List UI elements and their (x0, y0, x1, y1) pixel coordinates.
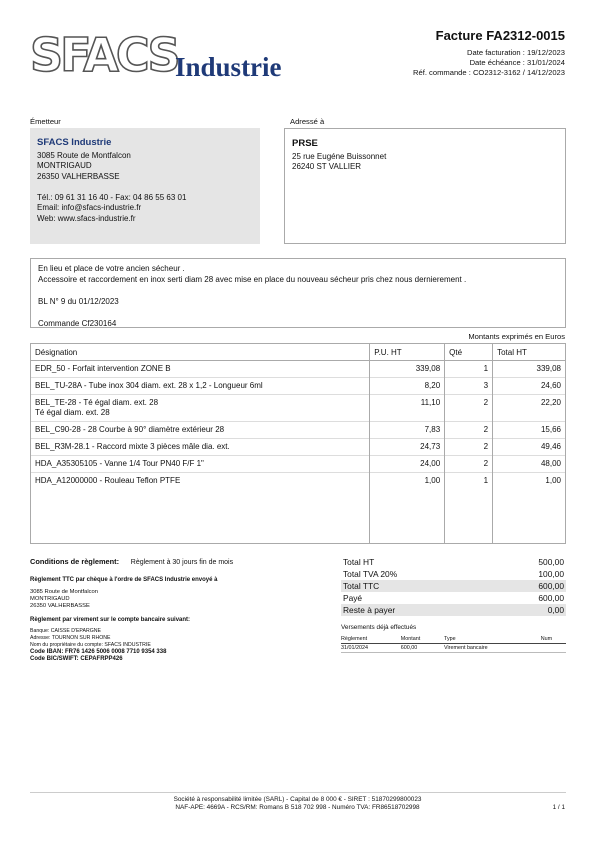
item-qty: 2 (445, 456, 493, 473)
bank-line: Banque: CAISSE D'EPARGNE (30, 627, 101, 634)
cheque-line: 26350 VALHERBASSE (30, 603, 90, 609)
pay-col: Règlement (341, 635, 401, 644)
emitter-name: SFACS Industrie (37, 137, 112, 148)
item-total: 15,66 (493, 422, 566, 439)
item-designation: BEL_C90-28 - 28 Courbe à 90° diamètre extérieur 28 (31, 422, 370, 439)
iban: Code IBAN: FR76 1426 5006 0008 7710 9354 338 (30, 648, 167, 655)
total-label: Reste à payer (341, 604, 490, 616)
item-pu: 11,10 (370, 395, 445, 422)
order-reference: Réf. commande : CO2312-3162 / 14/12/2023 (413, 68, 565, 77)
pay-cell: Virement bancaire (444, 644, 541, 653)
items-header-row (31, 344, 566, 361)
footer-line: NAF-APE: 4669A - RCS/RM: Romans B 518 702 998 - Numéro TVA: FR86518702998 (175, 804, 420, 811)
cheque-title: Règlement TTC par chèque à l'ordre de SFACS Industrie envoyé à (30, 576, 218, 583)
invoice-date: Date facturation : 19/12/2023 (467, 48, 565, 57)
total-row (341, 580, 566, 592)
pay-col: Type (444, 635, 541, 644)
total-value: 100,00 (538, 569, 564, 579)
recipient-line: 26240 ST VALLIER (292, 162, 362, 171)
item-pu: 339,08 (370, 361, 445, 378)
logo-sfacs-text: SFACS (30, 28, 178, 82)
item-designation: HDA_A12000000 - Rouleau Teflon PTFE (31, 473, 370, 544)
recipient-block (284, 128, 566, 244)
item-row (31, 439, 566, 456)
emitter-label: Émetteur (30, 117, 61, 126)
bank-title: Règlement par virement sur le compte bancaire suivant: (30, 617, 191, 623)
pay-col: Montant (401, 635, 444, 644)
conditions-value: Règlement à 30 jours fin de mois (130, 559, 234, 566)
item-total: 22,20 (493, 395, 566, 422)
item-pu: 24,00 (370, 456, 445, 473)
item-pu: 1,00 (370, 473, 445, 544)
bic: Code BIC/SWIFT: CEPAFRPP426 (30, 656, 123, 662)
note-line: Commande Cf230164 (38, 319, 117, 328)
item-qty: 1 (445, 361, 493, 378)
total-row (341, 556, 566, 568)
due-date: Date échéance : 31/01/2024 (469, 58, 565, 67)
logo-industrie-text: Industrie (175, 52, 282, 82)
emitter-line (37, 182, 253, 193)
item-row (31, 473, 566, 544)
item-total: 1,00 (493, 473, 566, 544)
payment-conditions (30, 558, 320, 664)
total-label: Total TTC (341, 580, 490, 592)
total-row (341, 568, 566, 580)
company-logo (30, 28, 290, 84)
currency-note: Montants exprimés en Euros (468, 332, 565, 341)
note-line (38, 307, 558, 318)
note-line: En lieu et place de votre ancien sécheur . (38, 264, 185, 273)
cheque-line: MONTRIGAUD (30, 596, 70, 602)
recipient-name: PRSE (292, 138, 318, 149)
emitter-line: 3085 Route de Montfalcon (37, 150, 131, 160)
total-value: 600,00 (490, 580, 566, 592)
emitter-line: 26350 VALHERBASSE (37, 171, 120, 181)
col-unit-price: P.U. HT (370, 344, 445, 361)
item-pu: 24,73 (370, 439, 445, 456)
item-total: 24,60 (493, 378, 566, 395)
total-value: 0,00 (490, 604, 566, 616)
col-quantity: Qté (445, 344, 493, 361)
total-value: 600,00 (538, 593, 564, 603)
item-designation: HDA_A35305105 - Vanne 1/4 Tour PN40 F/F 1" (31, 456, 370, 473)
totals-table (341, 556, 566, 616)
pay-cell: 31/01/2024 (341, 644, 401, 653)
pay-cell (541, 644, 566, 653)
item-row (31, 422, 566, 439)
items-table (30, 343, 566, 544)
emitter-block (30, 128, 260, 244)
emitter-web: Web: www.sfacs-industrie.fr (37, 213, 136, 223)
item-row (31, 361, 566, 378)
footer-divider (30, 792, 566, 793)
bank-line: Nom du propriétaire du compte: SFACS INDUSTRIE (30, 641, 151, 648)
total-value: 500,00 (538, 557, 564, 567)
emitter-email: Email: info@sfacs-industrie.fr (37, 203, 142, 212)
col-total: Total HT (493, 344, 566, 361)
emitter-phone: Tél.: 09 61 31 16 40 - Fax: 04 86 55 63 01 (37, 192, 187, 202)
total-row (341, 592, 566, 604)
item-qty: 2 (445, 395, 493, 422)
footer-line: Société à responsabilité limitée (SARL) - Capital de 8 000 € - SIRET : 51870299800023 (173, 796, 422, 803)
item-qty: 2 (445, 439, 493, 456)
item-designation: BEL_TE-28 - Té égal diam. ext. 28 Té égal diam. ext. 28 (31, 395, 370, 422)
emitter-line: MONTRIGAUD (37, 161, 92, 170)
item-total: 48,00 (493, 456, 566, 473)
item-designation: BEL_TU-28A - Tube inox 304 diam. ext. 28 x 1,2 - Longueur 6ml (31, 378, 370, 395)
item-total: 49,46 (493, 439, 566, 456)
col-designation: Désignation (31, 344, 370, 361)
note-line: Accessoire et raccordement en inox serti diam 28 avec mise en place du nouveau sécheur pris chez nous dernierement . (38, 275, 467, 284)
item-qty: 1 (445, 473, 493, 544)
cheque-line: 3085 Route de Montfalcon (30, 589, 99, 595)
payments-block (341, 624, 566, 653)
item-qty: 3 (445, 378, 493, 395)
item-pu: 8,20 (370, 378, 445, 395)
footer (0, 796, 595, 812)
total-label: Total TVA 20% (343, 569, 398, 579)
invoice-title: Facture FA2312-0015 (435, 28, 565, 43)
item-row (31, 456, 566, 473)
item-row (31, 395, 566, 422)
item-designation: EDR_50 - Forfait intervention ZONE B (31, 361, 370, 378)
item-qty: 2 (445, 422, 493, 439)
pay-cell: 600,00 (401, 644, 444, 653)
recipient-label: Adressé à (290, 117, 325, 126)
page-number: 1 / 1 (552, 804, 565, 811)
note-line: BL N° 9 du 01/12/2023 (38, 297, 119, 306)
invoice-notes (30, 258, 566, 328)
payments-title: Versements déjà effectués (341, 624, 417, 631)
note-line (38, 285, 558, 296)
conditions-label: Conditions de règlement: (30, 557, 120, 566)
item-total: 339,08 (493, 361, 566, 378)
item-row (31, 378, 566, 395)
total-row (341, 604, 566, 616)
payment-row (341, 644, 566, 653)
item-pu: 7,83 (370, 422, 445, 439)
recipient-line: 25 rue Eugéne Buissonnet (292, 151, 387, 161)
item-designation: BEL_R3M-28.1 - Raccord mixte 3 pièces mâle dia. ext. (31, 439, 370, 456)
pay-col: Num (541, 635, 566, 644)
bank-line: Adresse: TOURNON SUR RHONE (30, 634, 111, 641)
total-label: Payé (343, 593, 363, 603)
total-label: Total HT (343, 557, 375, 567)
payments-table (341, 635, 566, 653)
